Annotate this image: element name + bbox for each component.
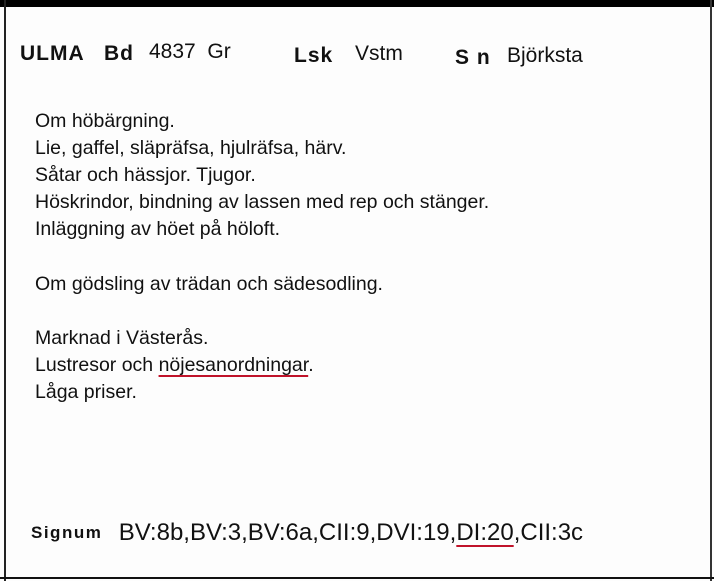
- text-suffix: .: [308, 354, 314, 376]
- text-line: Om höbärgning.: [35, 110, 175, 132]
- text-line: Inläggning av höet på höloft.: [35, 218, 281, 240]
- text-line: Såtar och hässjor. Tjugor.: [35, 164, 256, 186]
- text-line: Låga priser.: [35, 381, 137, 403]
- paragraph-hobargning: [35, 108, 489, 243]
- text-line: Lie, gaffel, släpräfsa, hjulräfsa, härv.: [35, 137, 347, 159]
- text-prefix: Lustresor och: [35, 354, 159, 376]
- gr-label: Gr: [207, 40, 231, 63]
- sn-label: S n: [455, 46, 491, 69]
- bd-label: Bd: [104, 42, 134, 65]
- lsk-value: Vstm: [355, 42, 403, 65]
- card-border-right: [710, 0, 712, 581]
- paragraph-marknad: [35, 325, 314, 406]
- bd-number: 4837: [149, 40, 196, 63]
- signum-codes-end: ,CII:3c: [513, 519, 584, 546]
- sn-value: Björksta: [507, 44, 583, 67]
- signum-value: [119, 519, 583, 546]
- card-border-left: [4, 0, 6, 581]
- ulma-label: ULMA: [20, 42, 85, 65]
- text-line: Marknad i Västerås.: [35, 327, 209, 349]
- signum-label: Signum: [31, 523, 103, 542]
- text-line: Om gödsling av trädan och sädesodling.: [35, 273, 383, 295]
- lsk-label: Lsk: [294, 44, 334, 67]
- paragraph-godsling: [35, 271, 383, 298]
- text-line-underlined: [35, 352, 314, 379]
- signum-row: [31, 519, 583, 547]
- signum-underlined-code: DI:20: [456, 519, 514, 546]
- bd-value: [149, 40, 231, 64]
- card-border-bottom: [0, 577, 714, 579]
- text-line: Höskrindor, bindning av lassen med rep och stänger.: [35, 191, 490, 213]
- signum-codes: BV:8b,BV:3,BV:6a,CII:9,DVI:19,: [118, 519, 457, 546]
- card-border-top: [0, 0, 714, 7]
- underlined-word: nöjesanordningar: [158, 354, 309, 376]
